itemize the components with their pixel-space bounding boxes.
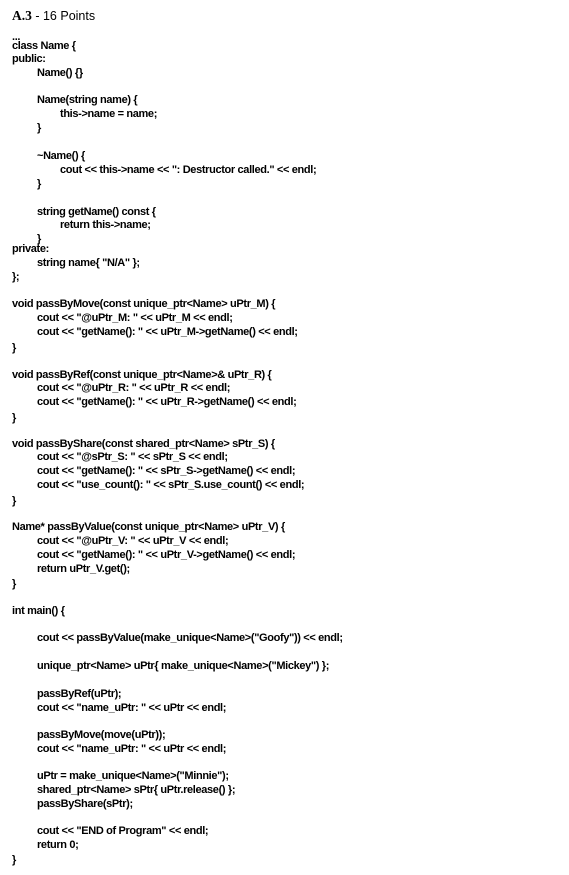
code-line: return uPtr_V.get();	[37, 563, 130, 575]
code-line: Name(string name) {	[37, 94, 138, 106]
code-line: }	[12, 412, 16, 424]
code-line: string name{ "N/A" };	[37, 257, 140, 269]
code-line: };	[12, 271, 20, 283]
code-line: string getName() const {	[37, 206, 156, 218]
code-line: cout << "name_uPtr: " << uPtr << endl;	[37, 702, 227, 714]
code-line: class Name {	[12, 40, 76, 52]
code-line: passByShare(sPtr);	[37, 798, 133, 810]
code-line: Name* passByValue(const unique_ptr<Name> uPtr_V) {	[12, 521, 285, 533]
code-line: cout << "name_uPtr: " << uPtr << endl;	[37, 743, 227, 755]
code-line: passByMove(move(uPtr));	[37, 729, 166, 741]
code-line: void passByRef(const unique_ptr<Name>& uPtr_R) {	[12, 369, 272, 381]
code-line: Name() {}	[37, 67, 83, 79]
code-line: this->name = name;	[60, 108, 158, 120]
code-line: uPtr = make_unique<Name>("Minnie");	[37, 770, 229, 782]
code-line: }	[12, 342, 16, 354]
code-line: cout << "END of Program" << endl;	[37, 825, 209, 837]
question-number: A.3	[12, 8, 32, 23]
code-line: }	[37, 233, 41, 245]
code-line: public:	[12, 53, 46, 65]
code-line: }	[37, 122, 41, 134]
code-line: cout << "getName(): " << sPtr_S->getName() << endl;	[37, 465, 296, 477]
code-line: }	[12, 854, 16, 866]
code-line: }	[37, 178, 41, 190]
code-line: cout << "@uPtr_M: " << uPtr_M << endl;	[37, 312, 233, 324]
code-line: ...	[12, 31, 21, 43]
code-line: passByRef(uPtr);	[37, 688, 122, 700]
code-line: cout << "@uPtr_V: " << uPtr_V << endl;	[37, 535, 229, 547]
code-line: return 0;	[37, 839, 79, 851]
code-line: void passByMove(const unique_ptr<Name> uPtr_M) {	[12, 298, 276, 310]
code-line: int main() {	[12, 605, 65, 617]
code-line: }	[12, 578, 16, 590]
code-line: cout << "getName(): " << uPtr_V->getName() << endl;	[37, 549, 296, 561]
code-line: }	[12, 495, 16, 507]
code-line: ~Name() {	[37, 150, 85, 162]
code-line: unique_ptr<Name> uPtr{ make_unique<Name>("Mickey") };	[37, 660, 330, 672]
code-line: cout << this->name << ": Destructor called." << endl;	[60, 164, 317, 176]
code-line: cout << "use_count(): " << sPtr_S.use_count() << endl;	[37, 479, 305, 491]
code-line: return this->name;	[60, 219, 151, 231]
code-line: cout << "getName(): " << uPtr_R->getName() << endl;	[37, 396, 297, 408]
code-line: void passByShare(const shared_ptr<Name> sPtr_S) {	[12, 438, 275, 450]
code-line: cout << "@uPtr_R: " << uPtr_R << endl;	[37, 382, 231, 394]
code-line: shared_ptr<Name> sPtr{ uPtr.release() };	[37, 784, 236, 796]
code-line: cout << "@sPtr_S: " << sPtr_S << endl;	[37, 451, 228, 463]
code-line: cout << "getName(): " << uPtr_M->getName() << endl;	[37, 326, 298, 338]
code-line: private:	[12, 243, 49, 255]
code-line: cout << passByValue(make_unique<Name>("Goofy")) << endl;	[37, 632, 343, 644]
question-points: - 16 Points	[31, 9, 96, 23]
